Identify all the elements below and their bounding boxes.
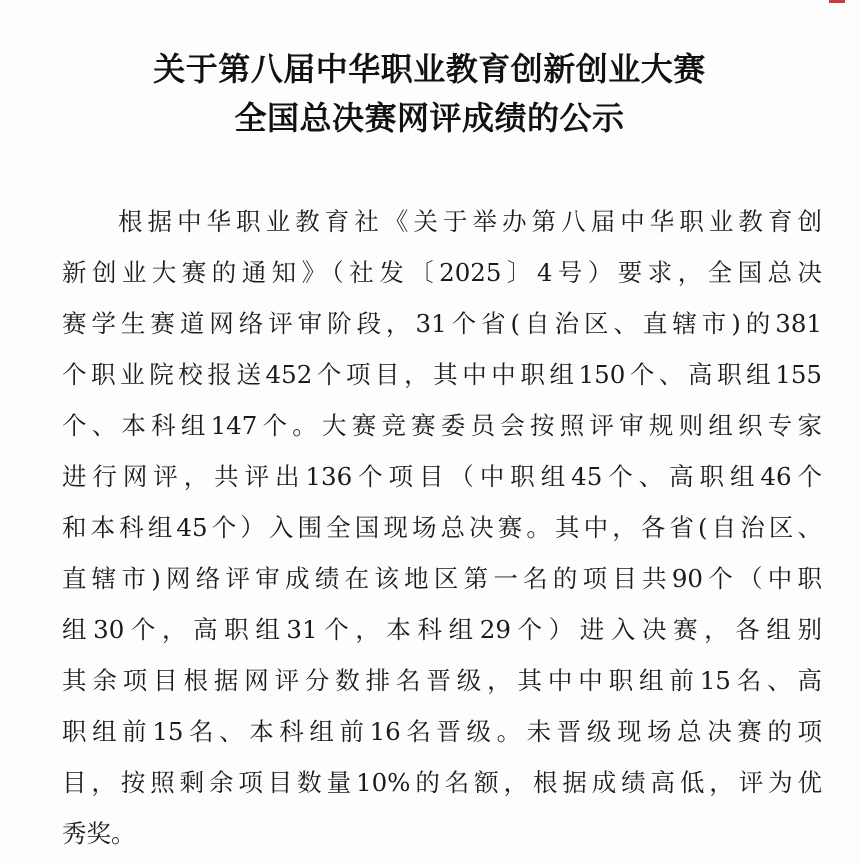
paragraph-line: 秀奖。: [62, 819, 136, 848]
paragraph-line: 职组前15名、本科组前16名晋级。未晋级现场总决赛的项: [62, 717, 822, 746]
page-edge-mark: [829, 0, 845, 3]
paragraph-line: 根据中华职业教育社《关于举办第八届中华职业教育创: [118, 207, 822, 236]
paragraph-line: 新创业大赛的通知》（社发〔2025〕4号）要求，全国总决: [62, 258, 822, 287]
paragraph-line: 直辖市)网络评审成绩在该地区第一名的项目共90个（中职: [62, 564, 822, 593]
paragraph-line: 个、本科组147个。大赛竞赛委员会按照评审规则组织专家: [62, 411, 822, 440]
paragraph-line: 赛学生赛道网络评审阶段，31个省(自治区、直辖市)的381: [62, 309, 822, 338]
paragraph-line: 和本科组45个）入围全国现场总决赛。其中，各省(自治区、: [62, 513, 822, 542]
title-line-1: 关于第八届中华职业教育创新创业大赛: [153, 50, 706, 88]
paragraph-line: 其余项目根据网评分数排名晋级，其中中职组前15名、高: [62, 666, 822, 695]
paragraph-line: 组30个，高职组31个，本科组29个）进入决赛，各组别: [62, 615, 822, 644]
title-line-2: 全国总决赛网评成绩的公示: [234, 99, 625, 137]
paragraph-line: 进行网评，共评出136个项目（中职组45个、高职组46个: [62, 462, 822, 491]
paragraph-line: 目，按照剩余项目数量10%的名额，根据成绩高低，评为优: [62, 768, 822, 797]
paragraph-line: 个职业院校报送452个项目，其中中职组150个、高职组155: [62, 360, 822, 389]
